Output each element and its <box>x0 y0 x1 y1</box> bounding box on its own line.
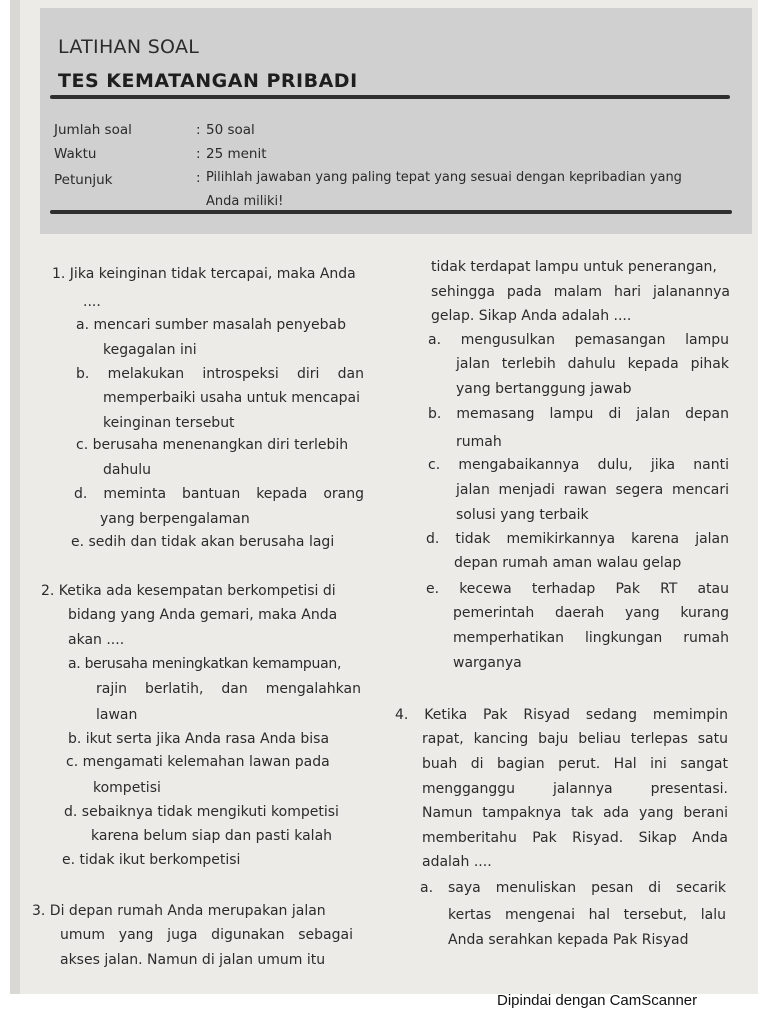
q3-stem-cont: umum yang juga digunakan sebagai <box>60 927 353 943</box>
q2-stem-cont: akan .... <box>68 632 125 648</box>
q3-option-a-cont: yang bertanggung jawab <box>456 381 632 397</box>
q1-option-d: d. meminta bantuan kepada orang <box>74 486 364 502</box>
q3-option-c: c. mengabaikannya dulu, jika nanti <box>428 457 729 473</box>
meta-colon: : <box>196 122 201 138</box>
q3-option-e-cont: memperhatikan lingkungan rumah <box>453 630 729 646</box>
q3-stem-cont: akses jalan. Namun di jalan umum itu <box>60 952 326 968</box>
meta-colon: : <box>196 146 201 162</box>
meta-value-cont: Anda miliki! <box>206 194 284 209</box>
q3-option-d-cont: depan rumah aman walau gelap <box>454 555 682 571</box>
q1-option-c: c. berusaha menenangkan diri terlebih <box>76 437 349 453</box>
q4-stem-cont: rapat, kancing baju beliau terlepas satu <box>422 731 728 747</box>
q2-option-d-cont: karena belum siap dan pasti kalah <box>91 828 333 844</box>
q3-option-a-cont: jalan terlebih dahulu kepada pihak <box>456 356 729 372</box>
q4-option-a-cont: Anda serahkan kepada Pak Risyad <box>448 932 689 948</box>
q3-stem: 3. Di depan rumah Anda merupakan jalan <box>32 903 326 919</box>
q3-option-e: e. kecewa terhadap Pak RT atau <box>426 581 729 597</box>
q2-option-a-cont: rajin berlatih, dan mengalahkan <box>96 681 361 697</box>
q1-option-a-cont: kegagalan ini <box>103 342 197 358</box>
q4-stem-cont: mengganggu jalannya presentasi. <box>422 781 728 797</box>
q3-option-e-cont: pemerintah daerah yang kurang <box>453 605 729 621</box>
q3-option-b: b. memasang lampu di jalan depan <box>428 406 729 422</box>
q2-option-c-cont: kompetisi <box>93 780 161 796</box>
q3-stem-cont: sehingga pada malam hari jalanannya <box>431 284 730 300</box>
q3-option-d: d. tidak memikirkannya karena jalan <box>426 531 729 547</box>
q1-option-d-cont: yang berpengalaman <box>100 511 250 527</box>
q4-option-a-cont: kertas mengenai hal tersebut, lalu <box>448 907 726 923</box>
q1-stem: 1. Jika keinginan tidak tercapai, maka Anda <box>52 266 356 282</box>
meta-label: Petunjuk <box>54 172 113 188</box>
q2-option-e: e. tidak ikut berkompetisi <box>62 852 241 868</box>
meta-colon: : <box>196 170 201 186</box>
q1-option-b: b. melakukan introspeksi diri dan <box>76 366 364 382</box>
right-column <box>10 0 758 994</box>
meta-label: Waktu <box>54 146 97 162</box>
q2-stem: 2. Ketika ada kesempatan berkompetisi di <box>41 583 336 599</box>
camscanner-watermark: Dipindai dengan CamScanner <box>497 992 698 1009</box>
q4-stem: 4. Ketika Pak Risyad sedang memimpin <box>395 707 728 723</box>
q1-option-b-cont: keinginan tersebut <box>103 415 235 431</box>
q2-option-c: c. mengamati kelemahan lawan pada <box>66 754 330 770</box>
q2-option-b: b. ikut serta jika Anda rasa Anda bisa <box>68 731 330 747</box>
q1-option-c-cont: dahulu <box>103 462 151 478</box>
q2-option-d: d. sebaiknya tidak mengikuti kompetisi <box>64 804 339 820</box>
q3-stem-cont: gelap. Sikap Anda adalah .... <box>431 308 632 324</box>
q2-option-a-cont: lawan <box>96 707 138 723</box>
header-title: LATIHAN SOAL <box>58 36 200 58</box>
q4-stem-cont: buah di bagian perut. Hal ini sangat <box>422 756 728 772</box>
q4-stem-cont: adalah .... <box>422 854 492 870</box>
header-subtitle: TES KEMATANGAN PRIBADI <box>58 70 358 92</box>
q4-option-a: a. saya menuliskan pesan di secarik <box>420 880 726 896</box>
q4-stem-cont: memberitahu Pak Risyad. Sikap Anda <box>422 830 728 846</box>
q4-stem-cont: Namun tampaknya tak ada yang berani <box>422 805 728 821</box>
meta-value: Pilihlah jawaban yang paling tepat yang sesuai dengan kepribadian yang <box>206 170 682 185</box>
q3-option-b-cont: rumah <box>456 434 502 450</box>
q3-option-e-cont: warganya <box>453 655 522 671</box>
q3-option-c-cont: jalan menjadi rawan segera mencari <box>456 482 729 498</box>
meta-label: Jumlah soal <box>54 122 132 138</box>
q1-option-b-cont: memperbaiki usaha untuk mencapai <box>103 390 361 406</box>
q3-option-c-cont: solusi yang terbaik <box>456 507 589 523</box>
q1-option-a: a. mencari sumber masalah penyebab <box>76 317 346 333</box>
meta-value: 25 menit <box>206 146 267 162</box>
q3-stem-cont: tidak terdapat lampu untuk penerangan, <box>431 259 717 275</box>
q1-stem-cont: .... <box>83 294 101 310</box>
q1-option-e: e. sedih dan tidak akan berusaha lagi <box>71 534 335 550</box>
scanned-page <box>10 0 758 994</box>
meta-value: 50 soal <box>206 122 255 138</box>
q3-option-a: a. mengusulkan pemasangan lampu <box>428 332 729 348</box>
q2-option-a: a. berusaha meningkatkan kemampuan, <box>68 656 342 672</box>
q2-stem-cont: bidang yang Anda gemari, maka Anda <box>68 607 338 623</box>
